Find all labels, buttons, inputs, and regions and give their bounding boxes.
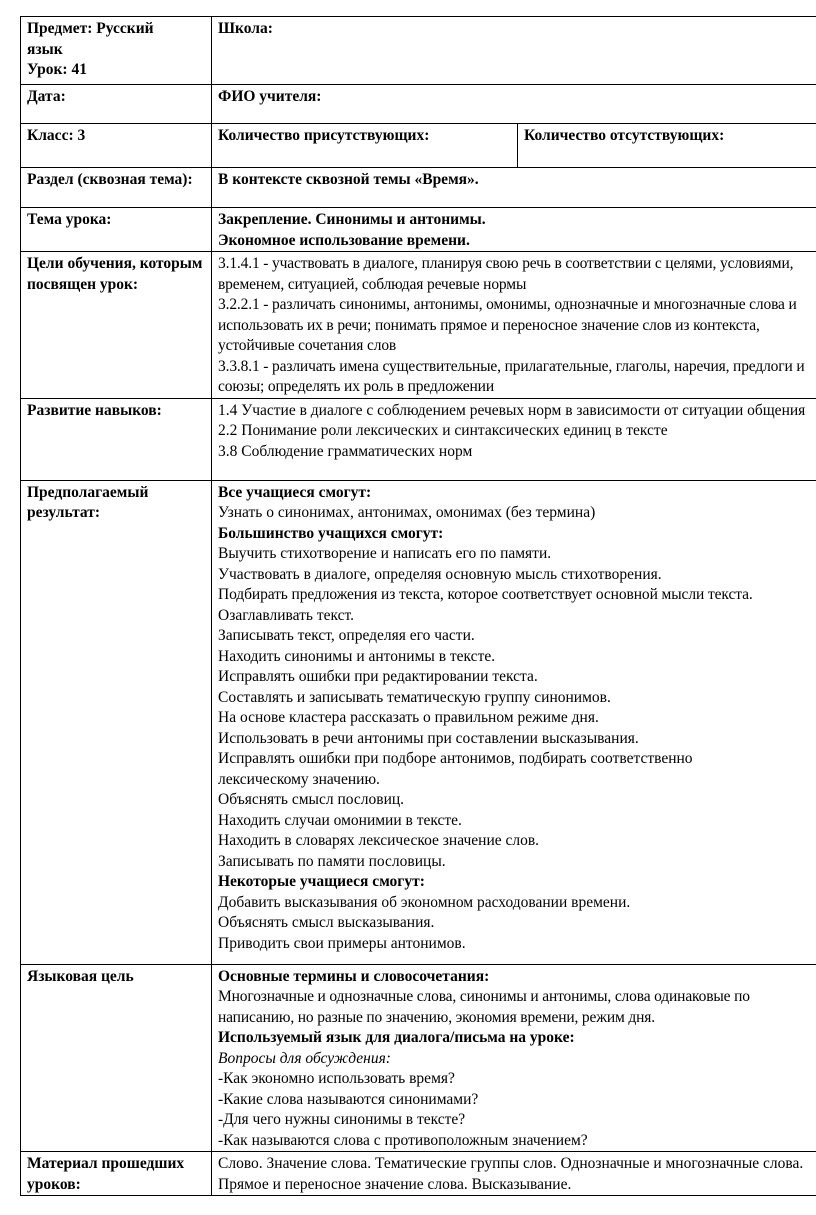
row-section	[21, 168, 816, 208]
row-goals	[21, 252, 816, 399]
result-item: Участвовать в диалоге, определяя основную мысль стихотворения.	[218, 565, 662, 583]
lesson-number: Урок: 41	[27, 61, 87, 78]
absent-count-label: Количество отсутствующих:	[518, 124, 816, 168]
subject-label-cont: язык	[27, 40, 63, 58]
section-value: В контексте сквозной темы «Время».	[212, 168, 816, 208]
topic-cell	[212, 208, 816, 252]
row-language	[21, 964, 816, 1152]
goals-label: Цели обучения, которым посвящен урок:	[21, 252, 212, 399]
result-item: Объяснять смысл пословиц.	[218, 791, 405, 808]
lesson-plan-table	[20, 16, 816, 1196]
result-item: Находить случаи омонимии в тексте.	[218, 811, 462, 829]
question-item: -Для чего нужны синонимы в тексте?	[218, 1111, 466, 1128]
result-label: Предполагаемый результат:	[21, 480, 212, 964]
subject-cell	[21, 17, 212, 85]
prior-material-label: Материал прошедших уроков:	[21, 1152, 212, 1196]
result-item: Объяснять смысл высказывания.	[218, 914, 435, 931]
topic-line-2: Экономное использование времени.	[218, 231, 470, 249]
school-cell	[212, 17, 816, 85]
result-item: Подбирать предложения из текста, которое соответствует основной мысли текста.	[218, 586, 753, 603]
skills-label: Развитие навыков:	[21, 398, 212, 480]
result-item: Находить в словарях лексическое значение слов.	[218, 832, 540, 849]
present-count-label: Количество присутствующих:	[212, 124, 518, 168]
skills-cell	[212, 398, 816, 480]
goal-item: 3.3.8.1 - различать имена существительные, прилагательные, глаголы, наречия, предлоги и союзы; определять их роль в предложении	[218, 357, 805, 395]
result-item: Использовать в речи антонимы при составлении высказывания.	[218, 729, 639, 747]
question-item: -Как называются слова с противоположным значением?	[218, 1131, 588, 1149]
result-cell	[212, 480, 816, 964]
result-item: Выучить стихотворение и написать его по памяти.	[218, 545, 552, 562]
topic-line-1: Закрепление. Синонимы и антонимы.	[218, 211, 486, 228]
school-label: Школа:	[218, 20, 273, 37]
row-date	[21, 85, 816, 124]
result-item: Приводить свои примеры антонимов.	[218, 934, 466, 952]
goal-item: 3.1.4.1 - участвовать в диалоге, планируя свою речь в соответствии с целями, условиями, временем, ситуацией, соблюдая речевые нормы	[218, 255, 794, 293]
prior-material-value: Слово. Значение слова. Тематические группы слов. Однозначные и многозначные слова. Прямое и переносное значение слова. Высказывание.	[212, 1152, 816, 1196]
class-label: Класс: 3	[21, 124, 212, 168]
skill-item: 2.2 Понимание роли лексических и синтаксических единиц в тексте	[218, 422, 668, 439]
row-skills	[21, 398, 816, 480]
all-students-heading: Все учащиеся смогут:	[218, 483, 372, 501]
skill-item: 1.4 Участие в диалоге с соблюдением речевых норм в зависимости от ситуации общения	[218, 401, 806, 419]
questions-heading: Вопросы для обсуждения:	[218, 1049, 391, 1067]
result-item: Составлять и записывать тематическую группу синонимов.	[218, 688, 611, 706]
language-cell	[212, 964, 816, 1152]
teacher-label: ФИО учителя:	[212, 85, 816, 124]
result-item: Озаглавливать текст.	[218, 606, 354, 624]
result-item: Исправлять ошибки при подборе антонимов, подбирать соответственно лексическому значению.	[218, 750, 693, 788]
result-item: На основе кластера рассказать о правильном режиме дня.	[218, 709, 599, 726]
topic-label: Тема урока:	[21, 208, 212, 252]
some-students-heading: Некоторые учащиеся смогут:	[218, 873, 425, 890]
dialog-heading: Используемый язык для диалога/письма на уроке:	[218, 1029, 575, 1046]
goal-item: 3.2.2.1 - различать синонимы, антонимы, омонимы, однозначные и многозначные слова и использовать их в речи; понимать прямое и переносное значение слов из контекста, устойчивые сочетания слов	[218, 296, 797, 354]
language-goal-label: Языковая цель	[21, 964, 212, 1152]
row-subject	[21, 17, 816, 85]
row-class	[21, 124, 816, 168]
row-prior	[21, 1152, 816, 1196]
date-label: Дата:	[21, 85, 212, 124]
result-item: Записывать текст, определяя его части.	[218, 627, 475, 644]
result-item: Записывать по памяти пословицы.	[218, 852, 446, 870]
question-item: -Как экономно использовать время?	[218, 1070, 455, 1087]
terms-text: Многозначные и однозначные слова, синонимы и антонимы, слова одинаковые по написанию, но разные по значению, экономия времени, режим дня.	[218, 988, 750, 1026]
section-label: Раздел (сквозная тема):	[21, 168, 212, 208]
result-item: Узнать о синонимах, антонимах, омонимах (без термина)	[218, 504, 596, 521]
skill-item: 3.8 Соблюдение грамматических норм	[218, 442, 473, 460]
most-students-heading: Большинство учащихся смогут:	[218, 524, 444, 542]
row-result	[21, 480, 816, 964]
terms-heading: Основные термины и словосочетания:	[218, 967, 490, 985]
goals-cell	[212, 252, 816, 399]
question-item: -Какие слова называются синонимами?	[218, 1090, 479, 1108]
result-item: Находить синонимы и антонимы в тексте.	[218, 647, 496, 665]
subject-label: Предмет: Русский	[27, 20, 154, 37]
result-item: Добавить высказывания об экономном расходовании времени.	[218, 893, 631, 911]
row-topic	[21, 208, 816, 252]
result-item: Исправлять ошибки при редактировании текста.	[218, 668, 538, 685]
